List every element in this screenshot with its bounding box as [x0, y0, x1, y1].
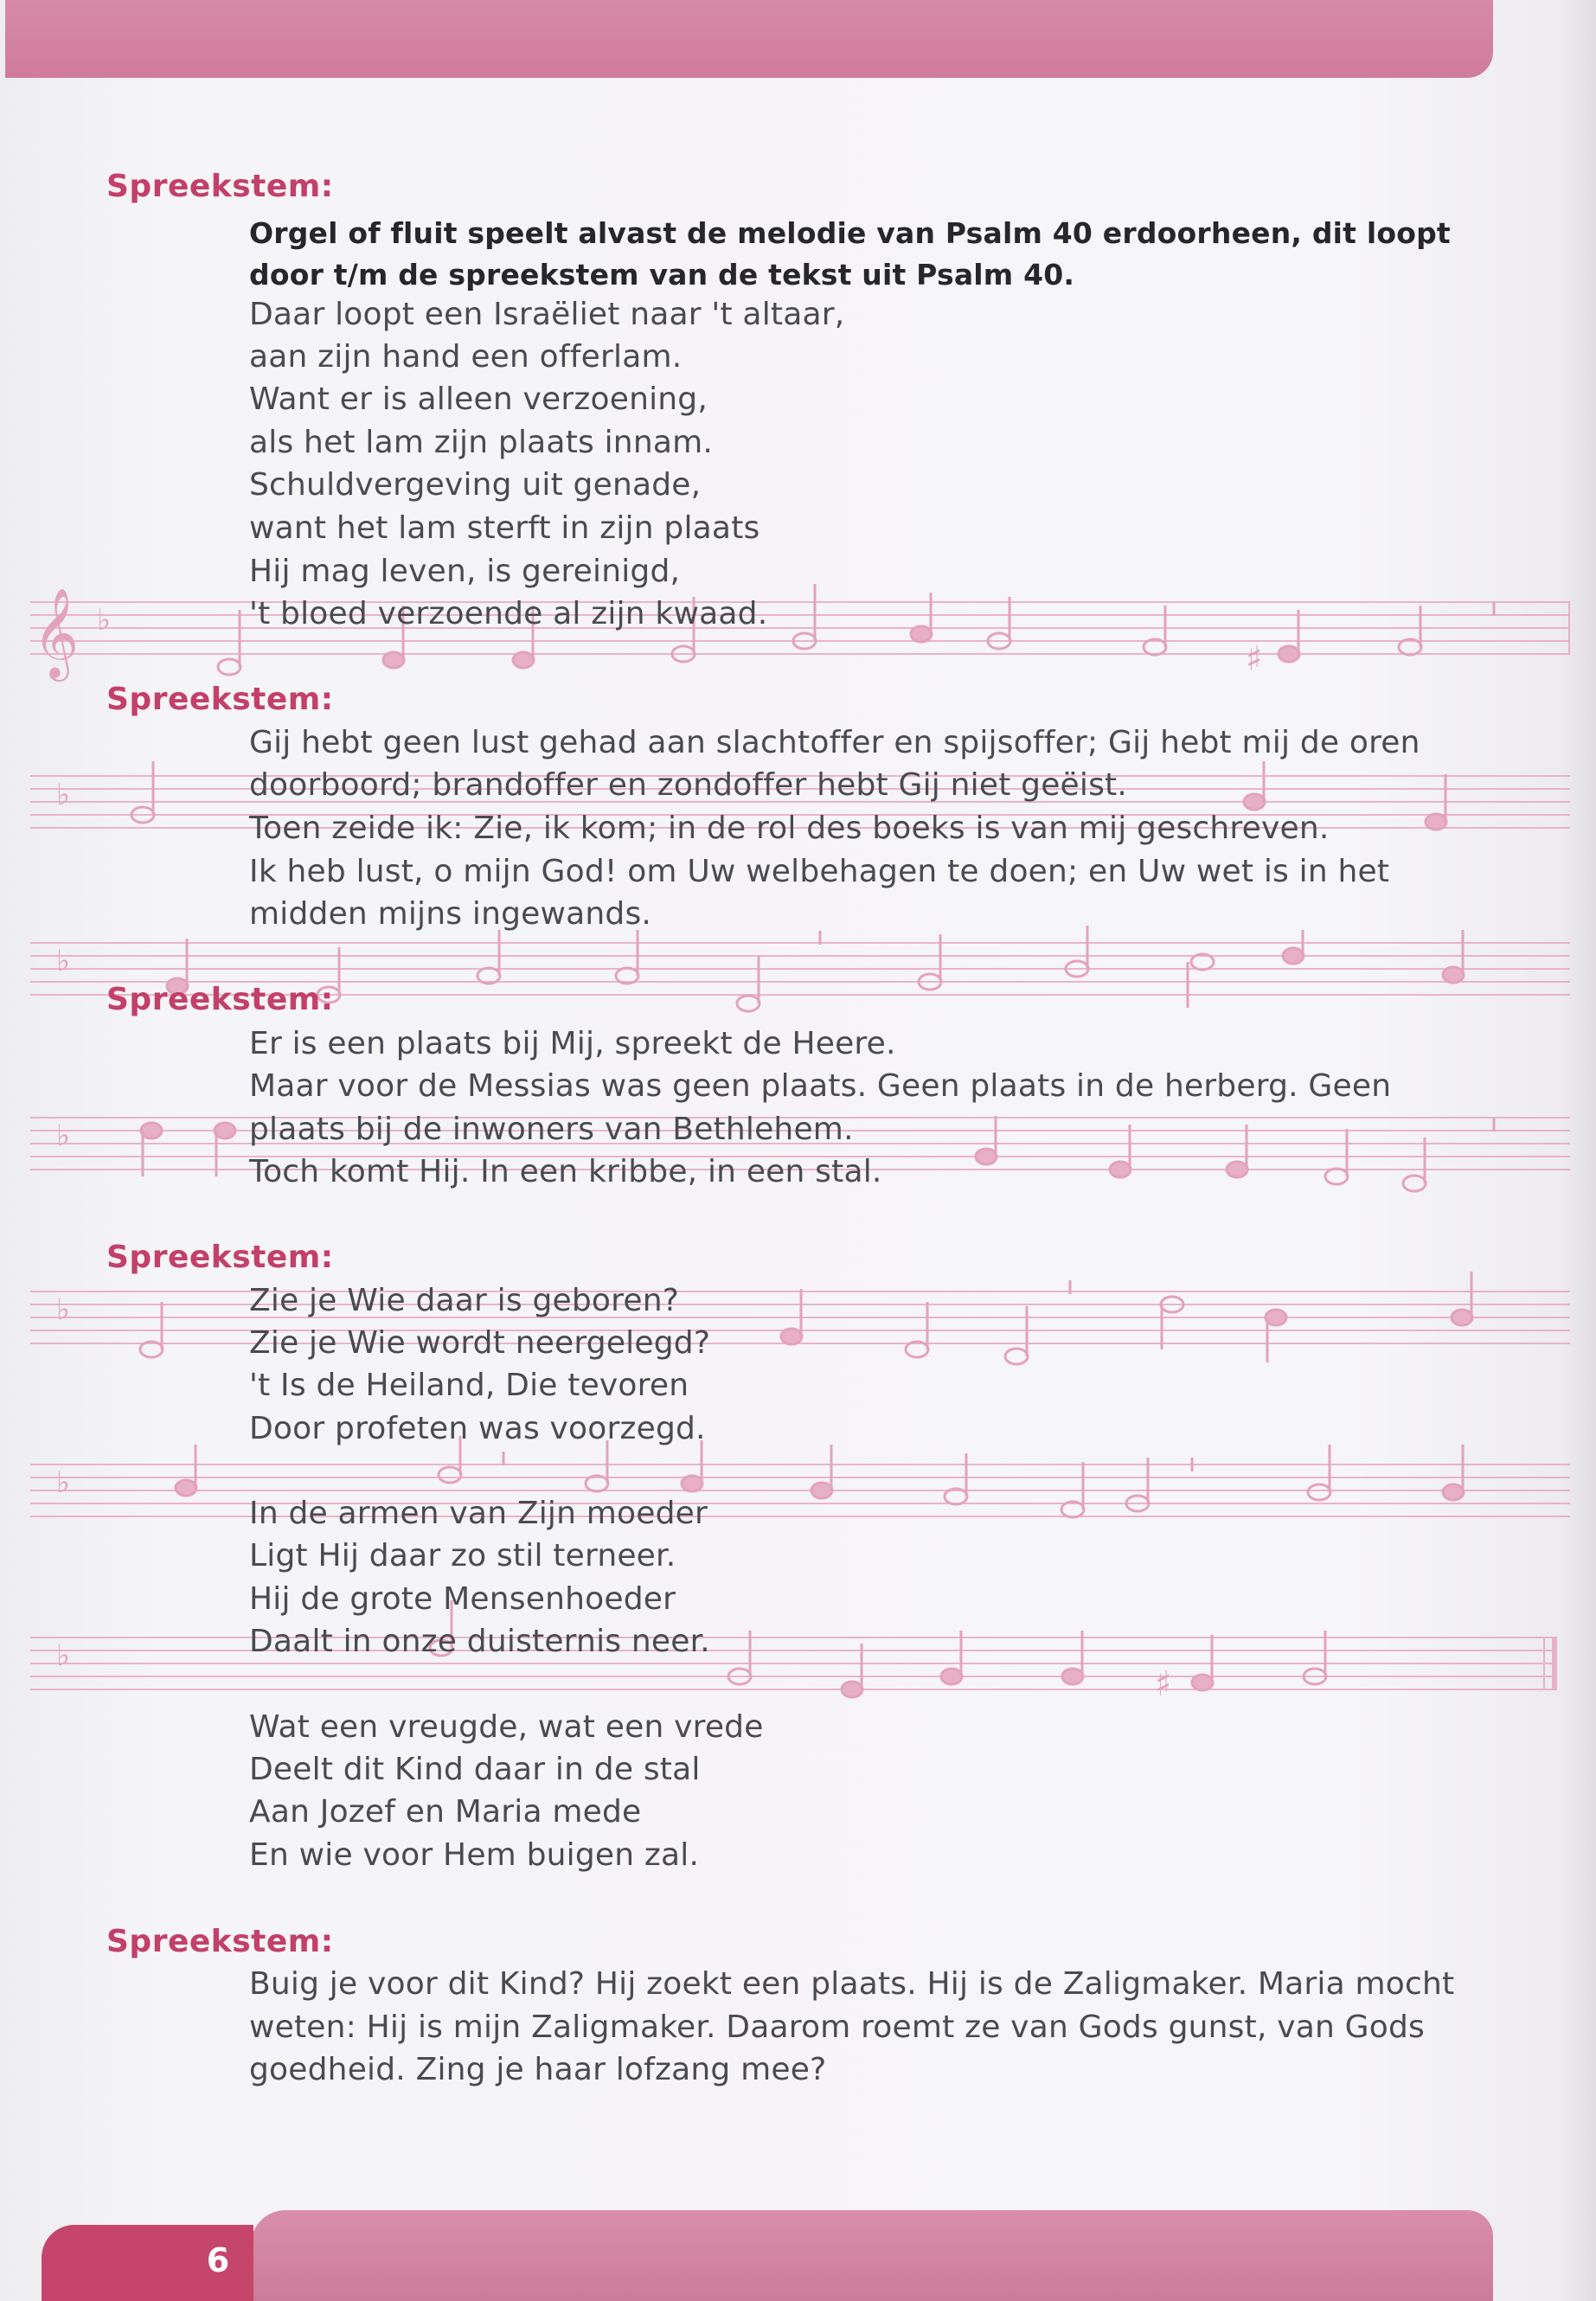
verse-line: Ligt Hij daar zo stil terneer. [249, 1538, 676, 1574]
verse-line: Wat een vreugde, wat een vrede [249, 1709, 764, 1745]
treble-clef-icon: 𝄞 [33, 587, 80, 678]
footer-band [251, 2210, 1493, 2301]
flat-sign-icon: ♭ [56, 1465, 71, 1500]
flat-sign-icon: ♭ [56, 778, 71, 812]
verse-line: want het lam sterft in zijn plaats [249, 510, 760, 546]
speaker-label: Spreekstem: [106, 982, 334, 1017]
flat-sign-icon: ♭ [56, 1292, 71, 1327]
verse-line: Toen zeide ik: Zie, ik kom; in de rol des boeks is van mij geschreven. [249, 811, 1330, 846]
verse-line: 't Is de Heiland, Die tevoren [249, 1368, 689, 1403]
verse-line: midden mijns ingewands. [249, 896, 652, 932]
verse-line: Hij mag leven, is gereinigd, [249, 554, 681, 589]
sharp-sign-icon: ♯ [1155, 1664, 1172, 1704]
verse-line: Maar voor de Messias was geen plaats. Geen plaats in de herberg. Geen [249, 1068, 1392, 1104]
verse-line: Daar loopt een Israëliet naar 't altaar, [249, 297, 845, 332]
verse-line: Aan Jozef en Maria mede [249, 1794, 642, 1830]
verse-line: aan zijn hand een offerlam. [249, 339, 683, 375]
verse-line: Deelt dit Kind daar in de stal [249, 1752, 701, 1787]
sharp-sign-icon: ♯ [1246, 639, 1263, 679]
verse-line: doorboord; brandoffer en zondoffer hebt Gij niet geëist. [249, 767, 1128, 803]
verse-line: Door profeten was voorzegd. [249, 1411, 706, 1446]
verse-line: goedheid. Zing je haar lofzang mee? [249, 2052, 827, 2087]
verse-line: als het lam zijn plaats innam. [249, 425, 714, 460]
speaker-label: Spreekstem: [106, 1924, 334, 1959]
verse-line: plaats bij de inwoners van Bethlehem. [249, 1112, 854, 1147]
flat-sign-icon: ♭ [56, 1638, 71, 1673]
flat-sign-icon: ♭ [56, 944, 71, 978]
verse-line: Toch komt Hij. In een kribbe, in een stal. [249, 1154, 882, 1189]
page-number: 6 [206, 2241, 230, 2279]
verse-line: Buig je voor dit Kind? Hij zoekt een plaats. Hij is de Zaligmaker. Maria mocht [249, 1966, 1455, 2002]
flat-sign-icon: ♭ [56, 1118, 71, 1153]
verse-line: Zie je Wie daar is geboren? [249, 1283, 680, 1318]
verse-line: Hij de grote Mensenhoeder [249, 1581, 676, 1617]
speaker-label: Spreekstem: [106, 682, 334, 717]
verse-line: Er is een plaats bij Mij, spreekt de Heere. [249, 1026, 896, 1061]
verse-line: En wie voor Hem buigen zal. [249, 1837, 700, 1873]
verse-line: weten: Hij is mijn Zaligmaker. Daarom roemt ze van Gods gunst, van Gods [249, 2009, 1425, 2045]
stage-direction: door t/m de spreekstem van de tekst uit Psalm 40. [249, 258, 1075, 292]
speaker-label: Spreekstem: [106, 1240, 334, 1275]
speaker-label: Spreekstem: [106, 169, 334, 204]
verse-line: Ik heb lust, o mijn God! om Uw welbehagen te doen; en Uw wet is in het [249, 854, 1390, 889]
verse-line: Want er is alleen verzoening, [249, 381, 708, 417]
verse-line: 't bloed verzoende al zijn kwaad. [249, 596, 768, 631]
flat-sign-icon: ♭ [97, 603, 112, 638]
verse-line: Gij hebt geen lust gehad aan slachtoffer en spijsoffer; Gij hebt mij de oren [249, 725, 1420, 760]
verse-line: Schuldvergeving uit genade, [249, 467, 702, 503]
verse-line: In de armen van Zijn moeder [249, 1496, 708, 1531]
stage-direction: Orgel of fluit speelt alvast de melodie van Psalm 40 erdoorheen, dit loopt [249, 216, 1451, 250]
verse-line: Zie je Wie wordt neergelegd? [249, 1325, 711, 1361]
verse-line: Daalt in onze duisternis neer. [249, 1624, 710, 1659]
